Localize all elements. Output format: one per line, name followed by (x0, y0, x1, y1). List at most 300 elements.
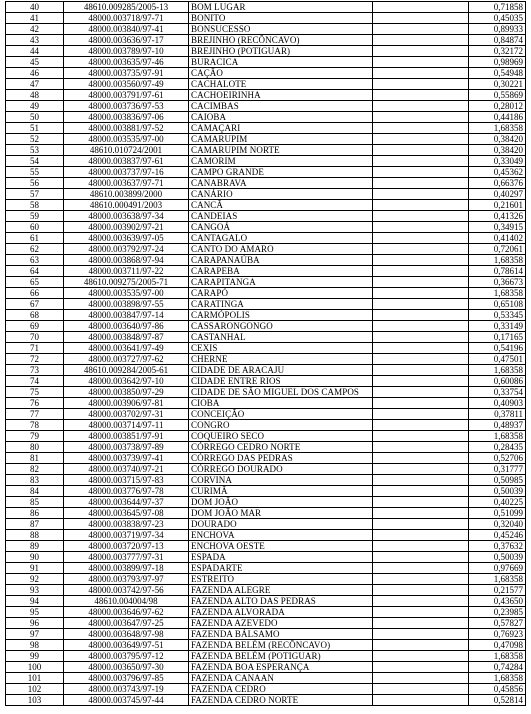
value-cell: 0,37811 (469, 409, 526, 420)
process-number-cell: 48000.003647/97-25 (64, 618, 189, 629)
row-number-cell: 51 (6, 123, 64, 134)
empty-cell (373, 695, 469, 706)
field-name-cell: CÓRREGO DOURADO (189, 464, 373, 475)
empty-cell (373, 618, 469, 629)
empty-cell (373, 101, 469, 112)
empty-cell (373, 541, 469, 552)
table-row (6, 552, 526, 563)
row-number-cell: 47 (6, 79, 64, 90)
field-name-cell: CANABRAVA (189, 178, 373, 189)
empty-cell (373, 299, 469, 310)
row-number-cell: 66 (6, 288, 64, 299)
value-cell: 0,38420 (469, 134, 526, 145)
field-name-cell: FAZENDA ALVORADA (189, 607, 373, 618)
process-number-cell: 48000.003851/97-91 (64, 431, 189, 442)
field-name-cell: CANTO DO AMARO (189, 244, 373, 255)
row-number-cell: 75 (6, 387, 64, 398)
process-number-cell: 48000.003745/97-44 (64, 695, 189, 706)
value-cell: 0,47501 (469, 354, 526, 365)
process-number-cell: 48000.003836/97-06 (64, 112, 189, 123)
process-number-cell: 48000.003639/97-05 (64, 233, 189, 244)
table-row (6, 530, 526, 541)
field-name-cell: BURACICA (189, 57, 373, 68)
value-cell: 0,40297 (469, 189, 526, 200)
process-number-cell: 48000.003635/97-46 (64, 57, 189, 68)
row-number-cell: 44 (6, 46, 64, 57)
empty-cell (373, 563, 469, 574)
process-number-cell: 48610.009284/2005-61 (64, 365, 189, 376)
process-number-cell: 48000.003719/97-34 (64, 530, 189, 541)
value-cell: 1,68358 (469, 123, 526, 134)
value-cell: 1,68358 (469, 431, 526, 442)
value-cell: 1,68358 (469, 288, 526, 299)
row-number-cell: 63 (6, 255, 64, 266)
process-number-cell: 48000.003560/97-49 (64, 79, 189, 90)
row-number-cell: 74 (6, 376, 64, 387)
field-name-cell: ENCHOVA OESTE (189, 541, 373, 552)
empty-cell (373, 277, 469, 288)
empty-cell (373, 321, 469, 332)
empty-cell (373, 629, 469, 640)
process-number-cell: 48000.003795/97-12 (64, 651, 189, 662)
value-cell: 1,68358 (469, 673, 526, 684)
table-row (6, 343, 526, 354)
value-cell: 0,36673 (469, 277, 526, 288)
row-number-cell: 81 (6, 453, 64, 464)
value-cell: 0,44186 (469, 112, 526, 123)
row-number-cell: 83 (6, 475, 64, 486)
table-row (6, 222, 526, 233)
value-cell: 0,55869 (469, 90, 526, 101)
value-cell: 0,74284 (469, 662, 526, 673)
empty-cell (373, 662, 469, 673)
value-cell: 0,65108 (469, 299, 526, 310)
row-number-cell: 97 (6, 629, 64, 640)
value-cell: 1,68358 (469, 574, 526, 585)
table-row (6, 596, 526, 607)
process-number-cell: 48000.003736/97-53 (64, 101, 189, 112)
row-number-cell: 56 (6, 178, 64, 189)
field-name-cell: FAZENDA BOA ESPERANÇA (189, 662, 373, 673)
row-number-cell: 57 (6, 189, 64, 200)
row-number-cell: 68 (6, 310, 64, 321)
row-number-cell: 71 (6, 343, 64, 354)
table-body (6, 2, 526, 706)
row-number-cell: 61 (6, 233, 64, 244)
table-row (6, 420, 526, 431)
field-name-cell: CONCEIÇÃO (189, 409, 373, 420)
table-row (6, 629, 526, 640)
process-number-cell: 48000.003637/97-71 (64, 178, 189, 189)
process-number-cell: 48000.003789/97-10 (64, 46, 189, 57)
process-number-cell: 48000.003796/97-85 (64, 673, 189, 684)
field-name-cell: CASTANHAL (189, 332, 373, 343)
row-number-cell: 102 (6, 684, 64, 695)
empty-cell (373, 178, 469, 189)
table-row (6, 35, 526, 46)
table-row (6, 112, 526, 123)
process-number-cell: 48000.003640/97-86 (64, 321, 189, 332)
value-cell: 1,68358 (469, 651, 526, 662)
row-number-cell: 60 (6, 222, 64, 233)
empty-cell (373, 310, 469, 321)
process-number-cell: 48000.003791/97-61 (64, 90, 189, 101)
row-number-cell: 99 (6, 651, 64, 662)
row-number-cell: 58 (6, 200, 64, 211)
field-name-cell: CIDADE DE ARACAJU (189, 365, 373, 376)
field-name-cell: CONGRO (189, 420, 373, 431)
table-row (6, 541, 526, 552)
field-name-cell: FAZENDA CEDRO (189, 684, 373, 695)
table-row (6, 398, 526, 409)
process-number-cell: 48000.003899/97-18 (64, 563, 189, 574)
process-number-cell: 48000.003636/97-17 (64, 35, 189, 46)
value-cell: 0,78614 (469, 266, 526, 277)
empty-cell (373, 574, 469, 585)
empty-cell (373, 464, 469, 475)
table-row (6, 288, 526, 299)
process-number-cell: 48000.003838/97-23 (64, 519, 189, 530)
empty-cell (373, 398, 469, 409)
empty-cell (373, 409, 469, 420)
table-row (6, 211, 526, 222)
table-row (6, 46, 526, 57)
value-cell: 0,53345 (469, 310, 526, 321)
empty-cell (373, 420, 469, 431)
table-row (6, 585, 526, 596)
value-cell: 0,50039 (469, 486, 526, 497)
table-row (6, 365, 526, 376)
process-number-cell: 48000.003715/97-83 (64, 475, 189, 486)
value-cell: 0,32040 (469, 519, 526, 530)
field-name-cell: ESTREITO (189, 574, 373, 585)
table-row (6, 618, 526, 629)
field-name-cell: CARAPEBA (189, 266, 373, 277)
row-number-cell: 78 (6, 420, 64, 431)
row-number-cell: 93 (6, 585, 64, 596)
field-name-cell: CAMARUPIM NORTE (189, 145, 373, 156)
process-number-cell: 48610.009285/2005-13 (64, 2, 189, 13)
table-row (6, 695, 526, 706)
field-name-cell: CAMAÇARI (189, 123, 373, 134)
row-number-cell: 49 (6, 101, 64, 112)
field-name-cell: DOM JOÃO MAR (189, 508, 373, 519)
row-number-cell: 46 (6, 68, 64, 79)
row-number-cell: 48 (6, 90, 64, 101)
process-number-cell: 48000.003714/97-11 (64, 420, 189, 431)
value-cell: 0,38420 (469, 145, 526, 156)
row-number-cell: 50 (6, 112, 64, 123)
value-cell: 0,28435 (469, 442, 526, 453)
process-number-cell: 48000.003644/97-37 (64, 497, 189, 508)
field-name-cell: FAZENDA BELÉM (RECÔNCAVO) (189, 640, 373, 651)
process-number-cell: 48000.003742/97-56 (64, 585, 189, 596)
process-number-cell: 48000.003735/97-91 (64, 68, 189, 79)
table-row (6, 387, 526, 398)
row-number-cell: 42 (6, 24, 64, 35)
empty-cell (373, 167, 469, 178)
row-number-cell: 67 (6, 299, 64, 310)
value-cell: 0,72061 (469, 244, 526, 255)
row-number-cell: 92 (6, 574, 64, 585)
value-cell: 0,60086 (469, 376, 526, 387)
value-cell: 0,41402 (469, 233, 526, 244)
row-number-cell: 65 (6, 277, 64, 288)
row-number-cell: 88 (6, 530, 64, 541)
empty-cell (373, 651, 469, 662)
table-row (6, 475, 526, 486)
process-number-cell: 48000.003535/97-00 (64, 134, 189, 145)
value-cell: 0,52814 (469, 695, 526, 706)
field-name-cell: ESPADA (189, 552, 373, 563)
table-row (6, 574, 526, 585)
table-row (6, 277, 526, 288)
process-number-cell: 48000.003718/97-71 (64, 13, 189, 24)
empty-cell (373, 519, 469, 530)
field-name-cell: CAMPO GRANDE (189, 167, 373, 178)
value-cell: 0,30221 (469, 79, 526, 90)
empty-cell (373, 673, 469, 684)
field-name-cell: CIOBA (189, 398, 373, 409)
field-name-cell: BREJINHO (RECÔNCAVO) (189, 35, 373, 46)
value-cell: 0,52706 (469, 453, 526, 464)
empty-cell (373, 266, 469, 277)
empty-cell (373, 376, 469, 387)
empty-cell (373, 475, 469, 486)
row-number-cell: 52 (6, 134, 64, 145)
table-row (6, 332, 526, 343)
process-number-cell: 48000.003881/97-52 (64, 123, 189, 134)
empty-cell (373, 255, 469, 266)
value-cell: 0,71858 (469, 2, 526, 13)
row-number-cell: 45 (6, 57, 64, 68)
empty-cell (373, 13, 469, 24)
row-number-cell: 91 (6, 563, 64, 574)
empty-cell (373, 189, 469, 200)
empty-cell (373, 354, 469, 365)
value-cell: 0,47098 (469, 640, 526, 651)
value-cell: 0,21577 (469, 585, 526, 596)
table-row (6, 607, 526, 618)
table-row (6, 145, 526, 156)
process-number-cell: 48000.003702/97-31 (64, 409, 189, 420)
empty-cell (373, 431, 469, 442)
value-cell: 0,84874 (469, 35, 526, 46)
field-name-cell: CARAPANAÚBA (189, 255, 373, 266)
row-number-cell: 43 (6, 35, 64, 46)
table-row (6, 68, 526, 79)
value-cell: 1,68358 (469, 255, 526, 266)
value-cell: 0,45362 (469, 167, 526, 178)
field-name-cell: FAZENDA CEDRO NORTE (189, 695, 373, 706)
field-name-cell: CARATINGA (189, 299, 373, 310)
table-row (6, 79, 526, 90)
value-cell: 0,31777 (469, 464, 526, 475)
process-number-cell: 48000.003906/97-81 (64, 398, 189, 409)
empty-cell (373, 90, 469, 101)
field-name-cell: CANTAGALO (189, 233, 373, 244)
empty-cell (373, 123, 469, 134)
field-name-cell: CANGOÁ (189, 222, 373, 233)
process-number-cell: 48000.003638/97-34 (64, 211, 189, 222)
row-number-cell: 100 (6, 662, 64, 673)
row-number-cell: 103 (6, 695, 64, 706)
row-number-cell: 40 (6, 2, 64, 13)
value-cell: 0,45856 (469, 684, 526, 695)
process-number-cell: 48000.003650/97-30 (64, 662, 189, 673)
process-number-cell: 48000.003739/97-41 (64, 453, 189, 464)
table-row (6, 376, 526, 387)
value-cell: 0,45035 (469, 13, 526, 24)
field-name-cell: CASSARONGONGO (189, 321, 373, 332)
field-name-cell: CAÇÃO (189, 68, 373, 79)
empty-cell (373, 640, 469, 651)
process-number-cell: 48000.003641/97-49 (64, 343, 189, 354)
empty-cell (373, 684, 469, 695)
empty-cell (373, 332, 469, 343)
value-cell: 0,66376 (469, 178, 526, 189)
field-name-cell: FAZENDA ALEGRE (189, 585, 373, 596)
table-row (6, 255, 526, 266)
empty-cell (373, 200, 469, 211)
empty-cell (373, 156, 469, 167)
field-name-cell: BREJINHO (POTIGUAR) (189, 46, 373, 57)
process-number-cell: 48000.003837/97-61 (64, 156, 189, 167)
value-cell: 0,50985 (469, 475, 526, 486)
table-row (6, 651, 526, 662)
value-cell: 0,89933 (469, 24, 526, 35)
empty-cell (373, 585, 469, 596)
process-number-cell: 48000.003850/97-29 (64, 387, 189, 398)
row-number-cell: 62 (6, 244, 64, 255)
empty-cell (373, 343, 469, 354)
process-number-cell: 48610.003899/2000 (64, 189, 189, 200)
table-row (6, 156, 526, 167)
process-number-cell: 48000.003868/97-94 (64, 255, 189, 266)
process-number-cell: 48000.003737/97-16 (64, 167, 189, 178)
empty-cell (373, 112, 469, 123)
field-name-cell: CANDEIAS (189, 211, 373, 222)
process-number-cell: 48000.003848/97-87 (64, 332, 189, 343)
field-name-cell: FAZENDA AZEVEDO (189, 618, 373, 629)
row-number-cell: 95 (6, 607, 64, 618)
empty-cell (373, 24, 469, 35)
empty-cell (373, 222, 469, 233)
table-row (6, 563, 526, 574)
table-row (6, 673, 526, 684)
process-number-cell: 48000.003649/97-51 (64, 640, 189, 651)
process-number-cell: 48000.003777/97-31 (64, 552, 189, 563)
value-cell: 0,45246 (469, 530, 526, 541)
process-number-cell: 48000.003793/97-97 (64, 574, 189, 585)
concession-table (5, 1, 526, 706)
row-number-cell: 87 (6, 519, 64, 530)
process-number-cell: 48000.003738/97-89 (64, 442, 189, 453)
empty-cell (373, 387, 469, 398)
row-number-cell: 72 (6, 354, 64, 365)
table-row (6, 431, 526, 442)
value-cell: 0,40903 (469, 398, 526, 409)
table-row (6, 497, 526, 508)
empty-cell (373, 552, 469, 563)
row-number-cell: 82 (6, 464, 64, 475)
table-row (6, 310, 526, 321)
table-row (6, 266, 526, 277)
empty-cell (373, 486, 469, 497)
value-cell: 0,50039 (469, 552, 526, 563)
row-number-cell: 41 (6, 13, 64, 24)
row-number-cell: 70 (6, 332, 64, 343)
field-name-cell: CARMÓPOLIS (189, 310, 373, 321)
field-name-cell: CIDADE DE SÃO MIGUEL DOS CAMPOS (189, 387, 373, 398)
value-cell: 0,43650 (469, 596, 526, 607)
row-number-cell: 59 (6, 211, 64, 222)
empty-cell (373, 46, 469, 57)
value-cell: 0,40225 (469, 497, 526, 508)
value-cell: 0,33754 (469, 387, 526, 398)
value-cell: 0,98969 (469, 57, 526, 68)
value-cell: 0,48937 (469, 420, 526, 431)
table-row (6, 178, 526, 189)
field-name-cell: COQUEIRO SECO (189, 431, 373, 442)
field-name-cell: CORVINA (189, 475, 373, 486)
row-number-cell: 94 (6, 596, 64, 607)
table-row (6, 662, 526, 673)
empty-cell (373, 68, 469, 79)
table-row (6, 508, 526, 519)
table-row (6, 684, 526, 695)
field-name-cell: BONSUCESSO (189, 24, 373, 35)
field-name-cell: CIDADE ENTRE RIOS (189, 376, 373, 387)
process-number-cell: 48000.003720/97-13 (64, 541, 189, 552)
process-number-cell: 48000.003840/97-41 (64, 24, 189, 35)
table-row (6, 101, 526, 112)
table-row (6, 233, 526, 244)
field-name-cell: CAMARUPIM (189, 134, 373, 145)
process-number-cell: 48610.010724/2001 (64, 145, 189, 156)
process-number-cell: 48000.003711/97-22 (64, 266, 189, 277)
table-row (6, 189, 526, 200)
row-number-cell: 86 (6, 508, 64, 519)
table-row (6, 200, 526, 211)
field-name-cell: CURIMÃ (189, 486, 373, 497)
row-number-cell: 55 (6, 167, 64, 178)
value-cell: 0,57827 (469, 618, 526, 629)
field-name-cell: CÓRREGO DAS PEDRAS (189, 453, 373, 464)
table-row (6, 640, 526, 651)
process-number-cell: 48610.009275/2005-71 (64, 277, 189, 288)
process-number-cell: 48610.000491/2003 (64, 200, 189, 211)
value-cell: 0,97669 (469, 563, 526, 574)
value-cell: 0,28012 (469, 101, 526, 112)
row-number-cell: 90 (6, 552, 64, 563)
field-name-cell: BONITO (189, 13, 373, 24)
field-name-cell: CANÁRIO (189, 189, 373, 200)
row-number-cell: 54 (6, 156, 64, 167)
field-name-cell: BOM LUGAR (189, 2, 373, 13)
empty-cell (373, 596, 469, 607)
table-row (6, 123, 526, 134)
field-name-cell: CAIOBA (189, 112, 373, 123)
empty-cell (373, 2, 469, 13)
row-number-cell: 76 (6, 398, 64, 409)
field-name-cell: CACIMBAS (189, 101, 373, 112)
empty-cell (373, 288, 469, 299)
value-cell: 0,17165 (469, 332, 526, 343)
empty-cell (373, 211, 469, 222)
field-name-cell: FAZENDA BELÉM (POTIGUAR) (189, 651, 373, 662)
table-row (6, 244, 526, 255)
